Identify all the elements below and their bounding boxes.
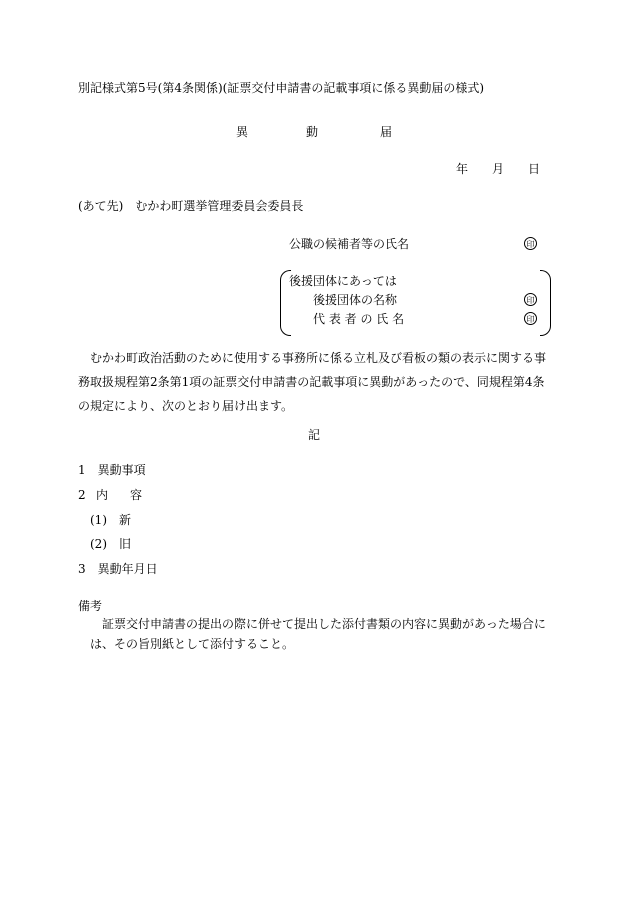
- applicant-name-label: 公職の候補者等の氏名: [289, 237, 410, 251]
- item-2-sub-2: (2) 旧: [90, 537, 131, 551]
- group-seal: 印: [524, 293, 537, 306]
- date-year: 年: [456, 162, 469, 176]
- date-day: 日: [528, 162, 541, 176]
- support-bracket-right: [540, 270, 551, 336]
- item-3: 3 異動年月日: [78, 562, 158, 576]
- remarks-line-1: 証票交付申請書の提出の際に併せて提出した添付書類の内容に異動があった場合に: [102, 617, 546, 631]
- applicant-seal: 印: [524, 237, 537, 250]
- item-2-char-a: 内: [96, 488, 109, 502]
- remarks-heading: 備考: [78, 599, 103, 613]
- support-heading: 後援団体にあっては: [289, 274, 397, 288]
- addressee: (あて先) むかわ町選挙管理委員会委員長: [78, 199, 304, 213]
- item-2-number: 2: [78, 488, 86, 502]
- title-char-1: 異: [236, 125, 249, 139]
- support-rep-label: 代 表 者 の 氏 名: [313, 312, 405, 326]
- date-month: 月: [492, 162, 505, 176]
- item-2-sub-1: (1) 新: [90, 513, 131, 527]
- remarks-line-2: は、その旨別紙として添付すること。: [90, 637, 295, 651]
- title-char-3: 届: [380, 125, 393, 139]
- support-group-name-label: 後援団体の名称: [313, 293, 398, 307]
- form-header: 別記様式第5号(第4条関係)(証票交付申請書の記載事項に係る異動届の様式): [78, 81, 484, 95]
- item-1: 1 異動事項: [78, 463, 146, 477]
- ki-heading: 記: [308, 428, 321, 442]
- title-char-2: 動: [306, 125, 319, 139]
- notification-body: むかわ町政治活動のために使用する事務所に係る立札及び看板の類の表示に関する事務取扱規程第2条第1項の証票交付申請書の記載事項に異動があったので、同規程第4条の規定により、次のとおり届け出ます。: [78, 351, 547, 413]
- rep-seal: 印: [524, 312, 537, 325]
- item-2-char-b: 容: [130, 488, 143, 502]
